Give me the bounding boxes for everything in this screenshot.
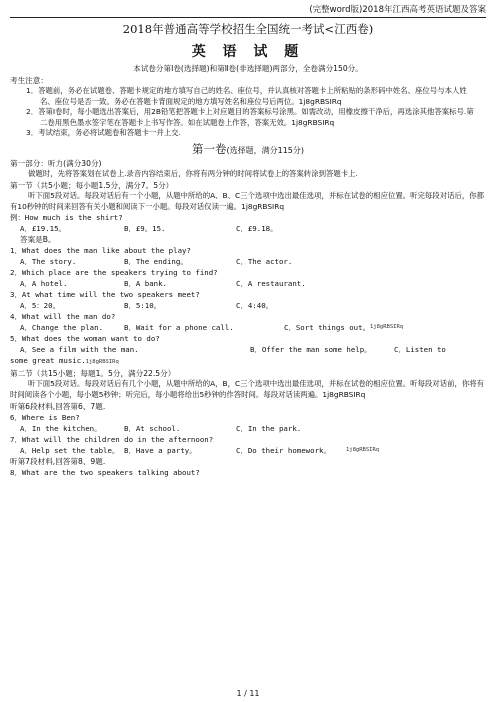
- option-a: A．£19.15。: [20, 224, 66, 234]
- section-heading: 第一节（共5小题；每小题1.5分，满分7。5分）: [10, 180, 174, 190]
- doc-code: 1j8gRBSIRq: [369, 324, 404, 331]
- example-answer: 答案是B。: [20, 235, 56, 245]
- question-1-options: [10, 256, 486, 267]
- dialog-heading: 听第7段材料,回答第8、9题.: [10, 456, 106, 466]
- volume-title-sub: (选择题，满分115分): [226, 145, 304, 155]
- exam-intro: 本试卷分第Ⅰ卷(选择题)和第Ⅱ卷(非选择题)两部分，全卷满分150分。: [133, 64, 363, 73]
- option-b: B．Offer the man some help。: [250, 345, 372, 355]
- option-b: B．At school.: [124, 423, 181, 433]
- volume-title: [10, 141, 486, 157]
- option-c: C．Sort things out。: [284, 323, 370, 333]
- option-a: A．In the kitchen。: [20, 423, 102, 433]
- section-intro: 听下面5段对话。每段对话后有一个小题，从题中所给的A、B、C三个选项中选出最佳选项，并标在试卷的相应位置。听完每段对话后，你都有10秒钟的时间来回答有关小题和阅读下一小题。每段对话仅读一遍。1j8gRBSIRq: [10, 190, 485, 211]
- option-a: A．See a film with the man.: [20, 345, 139, 355]
- note-item: 1．答题前，务必在试题卷、答题卡规定的地方填写自己的姓名、座位号，并认真核对答题卡上所粘贴的条形码中姓名、座位号与本人姓名、座位号是否一致。务必在答题卡背面规定的地方填写姓名和座位号后两位。1j8gRBSIRq: [26, 86, 467, 106]
- dialog-heading: 听第6段材料,回答第6、7题.: [10, 401, 106, 411]
- header-rule: [10, 17, 486, 18]
- option-b: B．£9。15.: [124, 224, 166, 234]
- question-1: 1．What does the man like about the play?: [10, 246, 191, 256]
- option-a: A．A hotel.: [20, 279, 68, 289]
- page-number: 1 / 11: [236, 689, 260, 698]
- notes-title: 考生注意：: [10, 76, 48, 85]
- question-5: 5．What does the woman want to do?: [10, 334, 160, 344]
- section-intro: 听下面5段对话。每段对话后有几个小题，从题中所给的A，B，C三个选项中选出最佳选项，并标在试卷的相应位置。听每段对话前，你将有时间阅读各个小题，每小题5秒钟；听完后，每小题将给出5秒钟的作答时间。每段对话读两遍。1j8gRBSIRq: [10, 379, 485, 400]
- question-5-options: [10, 344, 486, 355]
- question-2-options: [10, 278, 486, 289]
- question-6: 6．Where is Ben?: [10, 412, 80, 422]
- option-c: C．4:40。: [236, 301, 274, 311]
- option-c: C．The actor.: [236, 257, 293, 267]
- option-a: A．5：20。: [20, 301, 60, 311]
- option-c: C．£9.18。: [236, 224, 278, 234]
- question-4-options: [10, 322, 486, 333]
- option-a: A．Help set the table。: [20, 445, 120, 455]
- option-b: B．A bank.: [124, 279, 167, 289]
- doc-code: 1j8gRBSIRq: [85, 359, 119, 366]
- option-c: C．A restaurant.: [236, 279, 306, 289]
- question-7: 7．What will the children do in the afternoon?: [10, 434, 214, 444]
- option-b: B．Have a party。: [124, 445, 197, 455]
- note-item: 3．考试结束，务必将试题卷和答题卡一并上交.: [26, 128, 181, 138]
- part-intro: 做题时，先将答案划在试卷上.录音内容结束后，你将有两分钟的时间将试卷上的答案转涂到答题卡上.: [28, 168, 358, 178]
- part-heading: 第一部分：听力(满分30分): [10, 158, 102, 168]
- doc-code: 1j8gRBSIRq: [346, 446, 380, 453]
- example-options: [10, 223, 486, 234]
- question-7-options: [10, 445, 486, 456]
- section-heading: 第二节（共15小题；每题1。5分，满分22.5分）: [10, 369, 176, 379]
- question-4: 4．What will the man do?: [10, 312, 116, 322]
- question-2: 2．Which place are the speakers trying to find?: [10, 268, 218, 278]
- volume-title-main: 第一卷: [191, 141, 227, 156]
- option-c: C．Listen to: [394, 345, 446, 355]
- exam-main-title: 2018年普通高等学校招生全国统一考试<江西卷): [122, 22, 374, 36]
- option-c-continued: some great music.: [10, 356, 86, 366]
- note-item: 2．答第Ⅰ卷时，每小题选出答案后，用2B铅笔把答题卡上对应题目的答案标号涂黑。如需改动，用橡皮擦干净后，再选涂其他答案标号.第二卷用黑色墨水签字笔在答题卡上书写作答。如在试题卷上作答，答案无效。1j8gRBSIRq: [26, 107, 474, 127]
- option-a: A．Change the plan.: [20, 323, 104, 333]
- option-b: B．5:10。: [124, 301, 162, 311]
- question-5-continued: [10, 355, 486, 368]
- document-header: (完整word版)2018年江西高考英语试题及答案: [309, 5, 486, 15]
- question-3: 3．At what time will the two speakers meet?: [10, 290, 200, 300]
- option-b: B．The ending。: [124, 257, 188, 267]
- option-c: C．Do their homework。: [236, 445, 331, 455]
- question-6-options: [10, 423, 486, 434]
- option-b: B．Wait for a phone call.: [124, 323, 234, 333]
- question-3-options: [10, 300, 486, 311]
- example-question: 例：How much is the shirt?: [10, 213, 123, 223]
- option-c: C．In the park.: [236, 423, 302, 433]
- option-a: A．The story.: [20, 257, 77, 267]
- question-8: 8．What are the two speakers talking about?: [10, 467, 200, 477]
- subject-title: 英 语 试 题: [191, 44, 305, 60]
